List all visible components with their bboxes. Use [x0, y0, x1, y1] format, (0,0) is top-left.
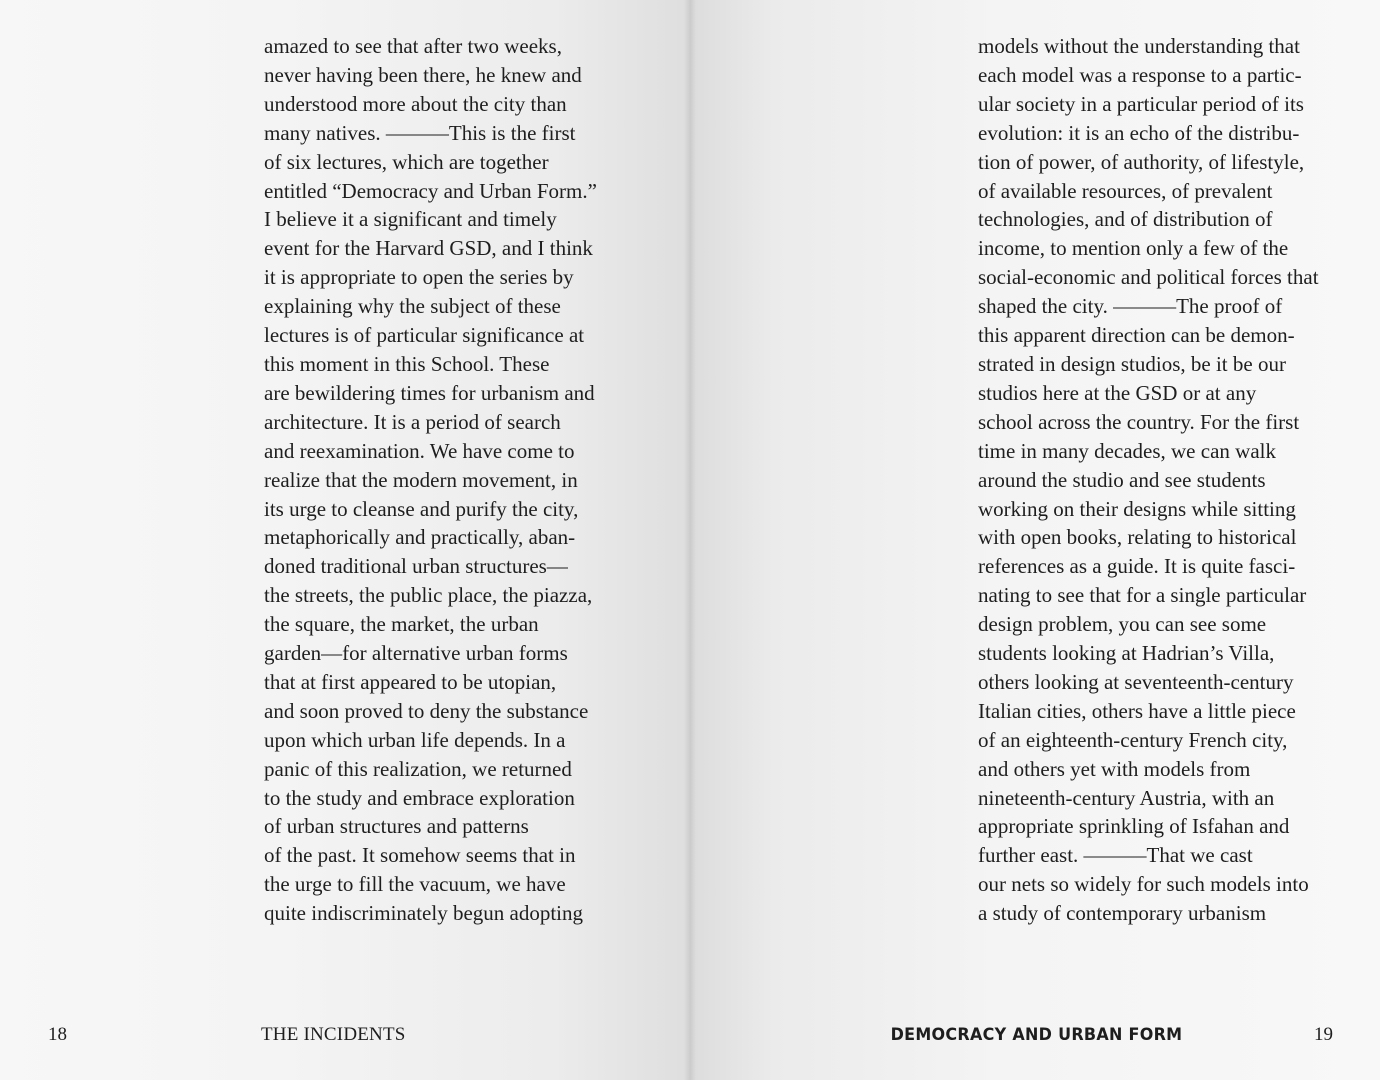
right-running-head: DEMOCRACY AND URBAN FORM — [890, 1025, 1182, 1045]
right-page — [690, 0, 1380, 1080]
text-line: its urge to cleanse and purify the city, — [264, 496, 579, 521]
text-line: design problem, you can see some — [978, 612, 1267, 637]
left-running-head: THE INCIDENTS — [261, 1024, 406, 1045]
text-line: Italian cities, others have a little piece — [978, 698, 1296, 723]
text-line: it is appropriate to open the series by — [264, 265, 574, 290]
text-line: architecture. It is a period of search — [264, 409, 561, 434]
text-line: that at first appeared to be utopian, — [264, 669, 557, 694]
text-line: technologies, and of distribution of — [978, 207, 1273, 232]
text-line: I believe it a significant and timely — [264, 207, 557, 232]
text-line: the square, the market, the urban — [264, 612, 539, 637]
text-line: income, to mention only a few of the — [978, 236, 1289, 261]
text-line: around the studio and see students — [978, 467, 1266, 492]
text-line: tion of power, of authority, of lifestyle, — [978, 149, 1305, 174]
text-line: appropriate sprinkling of Isfahan and — [978, 814, 1290, 839]
text-line: garden—for alternative urban forms — [264, 641, 568, 666]
text-line: panic of this realization, we returned — [264, 756, 572, 781]
text-line: to the study and embrace exploration — [264, 785, 575, 810]
text-line: the urge to fill the vacuum, we have — [264, 872, 566, 897]
right-page-number: 19 — [1314, 1024, 1333, 1045]
text-line: our nets so widely for such models into — [978, 872, 1309, 897]
text-line: explaining why the subject of these — [264, 294, 561, 319]
text-line: school across the country. For the first — [978, 409, 1300, 434]
text-line: a study of contemporary urbanism — [978, 901, 1267, 926]
text-line: are bewildering times for urbanism and — [264, 380, 595, 405]
text-line: students looking at Hadrian’s Villa, — [978, 641, 1275, 666]
text-line: upon which urban life depends. In a — [264, 727, 566, 752]
text-line: of an eighteenth-century French city, — [978, 727, 1288, 752]
text-line: metaphorically and practically, aban- — [264, 525, 576, 550]
text-line: quite indiscriminately begun adopting — [264, 901, 584, 926]
text-line: the streets, the public place, the piazza, — [264, 583, 593, 608]
text-line: references as a guide. It is quite fasci- — [978, 554, 1296, 579]
text-line: evolution: it is an echo of the distribu- — [978, 120, 1300, 145]
gutter-shadow — [684, 0, 696, 1080]
text-line: this apparent direction can be demon- — [978, 323, 1295, 348]
text-line: of available resources, of prevalent — [978, 178, 1273, 203]
text-line: of urban structures and patterns — [264, 814, 529, 839]
text-line: social-economic and political forces that — [978, 265, 1319, 290]
text-line: nineteenth-century Austria, with an — [978, 785, 1275, 810]
text-line: each model was a response to a partic- — [978, 62, 1302, 87]
left-page-number: 18 — [48, 1024, 67, 1045]
text-line: understood more about the city than — [264, 91, 567, 116]
text-line: strated in design studios, be it be our — [978, 351, 1286, 376]
text-line: event for the Harvard GSD, and I think — [264, 236, 593, 261]
text-line: of the past. It somehow seems that in — [264, 843, 576, 868]
text-line: never having been there, he knew and — [264, 62, 582, 87]
right-page-body-text — [978, 32, 1358, 928]
text-line: lectures is of particular significance at — [264, 323, 585, 348]
text-line: this moment in this School. These — [264, 351, 550, 376]
text-line: and others yet with models from — [978, 756, 1251, 781]
text-line: realize that the modern movement, in — [264, 467, 578, 492]
text-line: models without the understanding that — [978, 34, 1300, 58]
text-line: and soon proved to deny the substance — [264, 698, 589, 723]
text-line: entitled “Democracy and Urban Form.” — [264, 178, 597, 203]
text-line: time in many decades, we can walk — [978, 438, 1276, 463]
text-line: working on their designs while sitting — [978, 496, 1296, 521]
text-line: and reexamination. We have come to — [264, 438, 575, 463]
text-line: with open books, relating to historical — [978, 525, 1297, 550]
text-line: of six lectures, which are together — [264, 149, 549, 174]
text-line: others looking at seventeenth-century — [978, 669, 1294, 694]
text-line: shaped the city. ———The proof of — [978, 294, 1283, 319]
text-line: nating to see that for a single particular — [978, 583, 1307, 608]
text-line: further east. ———That we cast — [978, 843, 1253, 868]
text-line: many natives. ———This is the first — [264, 120, 576, 145]
text-line: ular society in a particular period of its — [978, 91, 1304, 116]
text-line: amazed to see that after two weeks, — [264, 34, 562, 58]
text-line: studios here at the GSD or at any — [978, 380, 1257, 405]
left-page-body-text — [264, 32, 644, 928]
text-line: doned traditional urban structures— — [264, 554, 568, 579]
